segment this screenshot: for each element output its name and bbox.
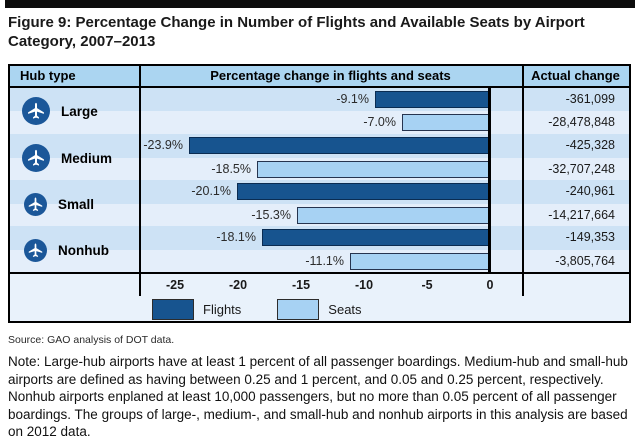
airplane-icon — [22, 144, 50, 172]
chart-footer — [10, 272, 629, 321]
seats-actual-value: -14,217,664 — [548, 208, 615, 222]
flights-swatch-icon — [152, 299, 194, 320]
x-axis-tick: -15 — [291, 278, 311, 292]
seats-swatch-icon — [277, 299, 319, 320]
seats-pct-label: -15.3% — [251, 208, 291, 222]
flights-pct-label: -20.1% — [191, 184, 231, 198]
flights-bar — [262, 229, 490, 246]
flights-actual-value: -425,328 — [565, 138, 615, 152]
airplane-icon — [22, 97, 50, 125]
legend-label: Flights — [203, 302, 242, 317]
hub-label: Nonhub — [58, 242, 109, 258]
flights-bar — [375, 91, 490, 108]
flights-pct-label: -9.1% — [336, 92, 369, 106]
seats-actual-value: -28,478,848 — [548, 115, 615, 129]
seats-bar — [350, 253, 490, 270]
flights-bar — [189, 137, 490, 154]
legend-label: Seats — [328, 302, 362, 317]
seats-actual-value: -3,805,764 — [555, 254, 615, 268]
seats-bar — [257, 161, 490, 178]
seats-bar — [297, 207, 490, 224]
x-axis-tick: 0 — [486, 278, 494, 292]
top-divider-bar — [5, 0, 635, 8]
column-divider — [522, 66, 524, 296]
hub-label: Medium — [61, 150, 113, 166]
col-header-pct-change: Percentage change in flights and seats — [210, 68, 451, 83]
table-row-nonhub — [10, 226, 629, 272]
col-header-actual-change: Actual change — [531, 68, 620, 83]
table-row-large — [10, 88, 629, 134]
figure-table — [8, 64, 631, 323]
hub-label: Large — [61, 103, 98, 119]
figure-title: Figure 9: Percentage Change in Number of Flights and Available Seats by Airport Category, 2007–2013 — [8, 14, 585, 50]
legend-item-flights — [152, 299, 241, 320]
airplane-icon — [24, 193, 47, 216]
zero-axis-line — [488, 88, 491, 273]
hub-cell-nonhub — [10, 227, 139, 273]
flights-pct-label: -18.1% — [216, 230, 256, 244]
seats-pct-label: -11.1% — [305, 254, 344, 268]
source-line: Source: GAO analysis of DOT data. — [8, 334, 175, 346]
seats-bar — [402, 114, 490, 131]
x-axis-tick: -20 — [228, 278, 248, 292]
column-divider — [139, 66, 141, 296]
hub-cell-small — [10, 181, 139, 227]
x-axis-tick: -25 — [165, 278, 185, 292]
table-header-row — [10, 66, 629, 88]
flights-pct-label: -23.9% — [143, 138, 183, 152]
hub-cell-medium — [10, 135, 139, 181]
table-row-medium — [10, 134, 629, 180]
flights-bar — [237, 183, 490, 200]
flights-actual-value: -361,099 — [565, 92, 615, 106]
note-paragraph: Note: Large-hub airports have at least 1 percent of all passenger boardings. Medium-hub and small-hub airports are defined as having between 0.25 and 1 percent, and 0.05 and 0.25 percent, respectively. Nonhub airports enplaned at least 10,000 passengers, but no more than 0.05 percent of all passenger boardings. The groups of large-, medium-, and small-hub and nonhub airports in this analysis are based on 2012 data. — [8, 354, 628, 439]
seats-pct-label: -7.0% — [363, 115, 396, 129]
col-header-hub-type: Hub type — [20, 68, 76, 83]
hub-label: Small — [58, 196, 95, 212]
x-axis-tick: -10 — [354, 278, 374, 292]
flights-actual-value: -240,961 — [565, 184, 615, 198]
x-axis-tick: -5 — [421, 278, 433, 292]
hub-cell-large — [10, 88, 139, 134]
chart-legend — [152, 299, 362, 320]
airplane-icon — [24, 239, 47, 262]
seats-pct-label: -18.5% — [211, 162, 251, 176]
legend-item-seats — [277, 299, 361, 320]
seats-actual-value: -32,707,248 — [548, 162, 615, 176]
table-row-small — [10, 180, 629, 226]
flights-actual-value: -149,353 — [565, 230, 615, 244]
